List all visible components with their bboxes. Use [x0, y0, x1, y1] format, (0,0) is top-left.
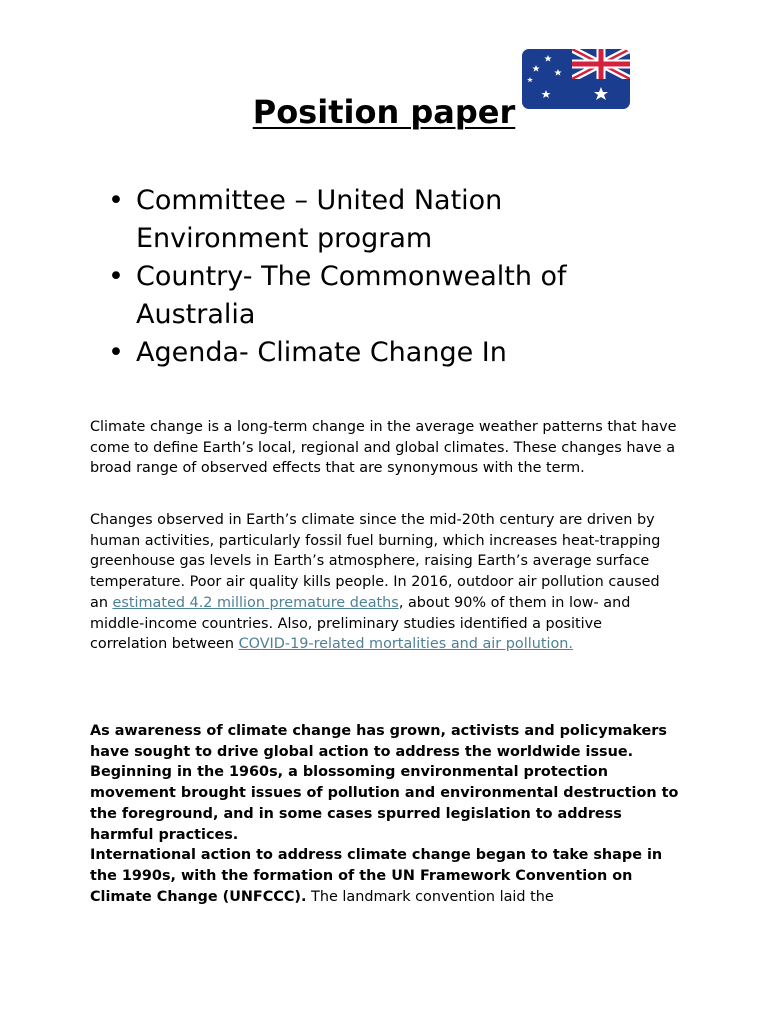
- country-item: • Country- The Commonwealth of Australia: [108, 258, 628, 334]
- paragraph-text: The landmark convention laid the: [306, 888, 554, 905]
- paragraph-text: , about 90% of them in low- and middle-income countries. Also, preliminary studies identified a positive correlation between: [90, 594, 631, 653]
- premature-deaths-link[interactable]: estimated 4.2 million premature deaths: [112, 594, 399, 611]
- committee-item: • Committee – United Nation Environment program: [108, 182, 628, 258]
- paragraph-text: Changes observed in Earth’s climate since the mid-20th century are driven by human activities, particularly fossil fuel burning, which increases heat-trapping greenhouse gas levels in Earth’s atmosphere, raising Earth’s average surface temperature. Poor air quality kills people. In 2016, outdoor air pollution caused an: [90, 512, 661, 611]
- page-title: Position paper: [252, 93, 516, 131]
- info-list: [108, 182, 628, 372]
- paragraph-definition: Climate change is a long-term change in the average weather patterns that have come to define Earth’s local, regional and global climates. These changes have a broad range of observed effects that are synonymous with the term.: [90, 419, 677, 477]
- bold-text: International action to address climate change began to take shape in the 1990s, with the formation of the UN Framework Convention on Climate Change (UNFCCC).: [90, 847, 663, 905]
- covid-mortalities-link[interactable]: COVID-19-related mortalities and air pollution.: [238, 636, 573, 653]
- agenda-item: • Agenda- Climate Change In: [108, 334, 628, 372]
- paragraph-action: [90, 721, 682, 907]
- paragraph-causes: [90, 510, 682, 655]
- bold-text: As awareness of climate change has grown, activists and policymakers have sought to drive global action to address the worldwide issue. Beginning in the 1960s, a blossoming environmental protection movement brought issues of pollution and environmental destruction to the foreground, and in some cases spurred legislation to address harmful practices.: [90, 723, 679, 843]
